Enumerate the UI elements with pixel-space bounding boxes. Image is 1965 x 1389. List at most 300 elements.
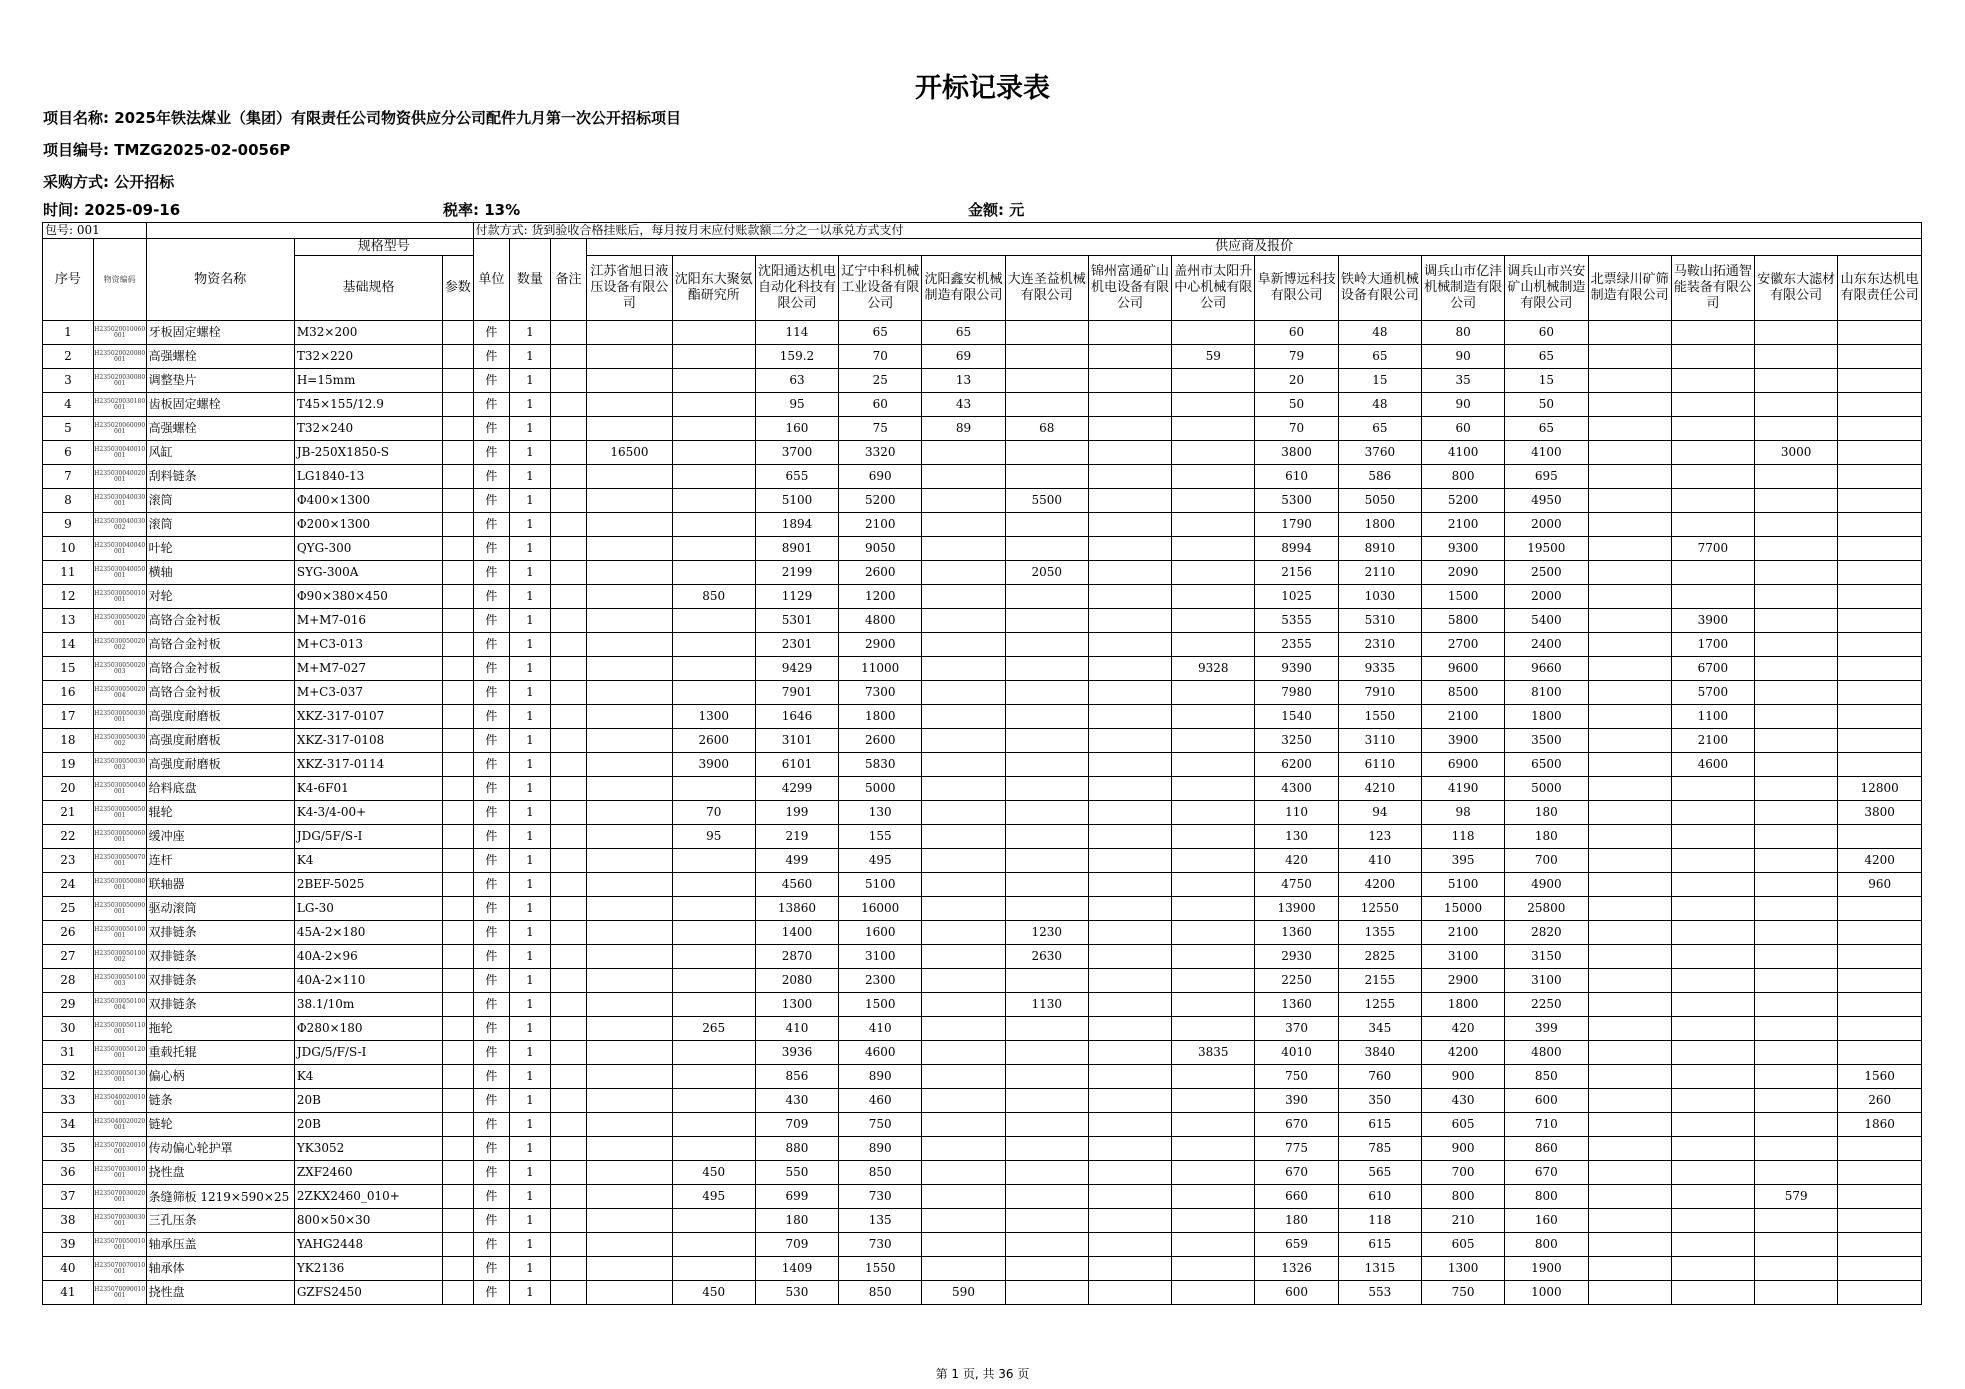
price-cell: 5100 [1421, 873, 1504, 897]
price-cell [1172, 921, 1255, 945]
row-spec: 38.1/10m [294, 993, 442, 1017]
price-cell [587, 873, 672, 897]
tax-rate: 税率: 13% [443, 201, 521, 219]
row-qty: 1 [510, 993, 551, 1017]
price-cell [672, 321, 755, 345]
supplier-header: 阜新博远科技有限公司 [1255, 256, 1338, 321]
row-spec: M32×200 [294, 321, 442, 345]
price-cell [922, 705, 1005, 729]
price-cell [1088, 969, 1171, 993]
row-seq: 9 [43, 513, 94, 537]
price-cell: 5301 [755, 609, 838, 633]
price-cell [587, 513, 672, 537]
row-remark [550, 417, 587, 441]
price-cell [1005, 1185, 1088, 1209]
table-row [43, 609, 1922, 633]
price-cell [1172, 513, 1255, 537]
price-cell: 60 [1255, 321, 1338, 345]
price-cell [1671, 873, 1754, 897]
price-cell [587, 993, 672, 1017]
row-param [443, 345, 473, 369]
row-qty: 1 [510, 849, 551, 873]
price-cell: 219 [755, 825, 838, 849]
price-cell: 180 [1505, 825, 1588, 849]
price-cell: 850 [672, 585, 755, 609]
row-code: H235030040020001 [93, 465, 146, 489]
row-unit: 件 [473, 801, 510, 825]
row-spec: QYG-300 [294, 537, 442, 561]
price-cell [1005, 369, 1088, 393]
table-row [43, 1185, 1922, 1209]
price-cell: 2155 [1338, 969, 1421, 993]
price-cell [1088, 1017, 1171, 1041]
price-cell [922, 753, 1005, 777]
price-cell: 16500 [587, 441, 672, 465]
price-cell [1755, 369, 1838, 393]
price-cell: 880 [755, 1137, 838, 1161]
price-cell: 6900 [1421, 753, 1504, 777]
price-cell [922, 1209, 1005, 1233]
row-seq: 36 [43, 1161, 94, 1185]
price-cell [1588, 1209, 1671, 1233]
row-code: H235030050020002 [93, 633, 146, 657]
payment-terms: 付款方式: 货到验收合格挂账后，每月按月末应付账款额二分之一以承兑方式支付 [473, 223, 1921, 239]
price-cell [672, 393, 755, 417]
price-cell [1172, 1185, 1255, 1209]
price-cell [587, 417, 672, 441]
price-cell [1588, 921, 1671, 945]
meta-line [43, 199, 1024, 220]
price-cell: 80 [1421, 321, 1504, 345]
price-cell: 6700 [1671, 657, 1754, 681]
price-cell [672, 417, 755, 441]
row-unit: 件 [473, 825, 510, 849]
price-cell [1755, 801, 1838, 825]
price-cell [1671, 1161, 1754, 1185]
row-code: H235030050060001 [93, 825, 146, 849]
price-cell: 50 [1505, 393, 1588, 417]
row-qty: 1 [510, 801, 551, 825]
price-cell [1838, 537, 1922, 561]
price-cell [672, 1233, 755, 1257]
price-cell [1755, 777, 1838, 801]
row-code: H235070030010001 [93, 1161, 146, 1185]
header-remark: 备注 [550, 239, 587, 321]
header-code: 物资编码 [93, 239, 146, 321]
price-cell [1671, 1185, 1754, 1209]
price-cell: 4950 [1505, 489, 1588, 513]
price-cell [1588, 1185, 1671, 1209]
price-cell: 2355 [1255, 633, 1338, 657]
row-unit: 件 [473, 609, 510, 633]
table-row [43, 1065, 1922, 1089]
row-seq: 14 [43, 633, 94, 657]
header-seq: 序号 [43, 239, 94, 321]
price-cell [1671, 1113, 1754, 1137]
price-cell [1005, 801, 1088, 825]
price-cell: 65 [922, 321, 1005, 345]
price-cell [922, 657, 1005, 681]
price-cell: 3100 [839, 945, 922, 969]
row-name: 高强度耐磨板 [146, 753, 294, 777]
row-remark [550, 633, 587, 657]
price-cell [1588, 1065, 1671, 1089]
price-cell [1172, 1161, 1255, 1185]
price-cell: 695 [1505, 465, 1588, 489]
supplier-header: 调兵山市兴安矿山机械制造有限公司 [1505, 256, 1588, 321]
price-cell [1088, 465, 1171, 489]
price-cell [1671, 1233, 1754, 1257]
price-cell [922, 945, 1005, 969]
price-cell [1755, 849, 1838, 873]
supplier-header: 北票绿川矿筛制造有限公司 [1588, 256, 1671, 321]
price-cell: 709 [755, 1233, 838, 1257]
price-cell [1588, 345, 1671, 369]
price-cell: 1409 [755, 1257, 838, 1281]
price-cell [1172, 321, 1255, 345]
price-cell: 410 [755, 1017, 838, 1041]
price-cell [1588, 945, 1671, 969]
row-code: H235030050030001 [93, 705, 146, 729]
price-cell: 750 [1421, 1281, 1504, 1305]
price-cell: 1300 [1421, 1257, 1504, 1281]
price-cell: 7901 [755, 681, 838, 705]
row-name: 调整垫片 [146, 369, 294, 393]
price-cell [1838, 753, 1922, 777]
price-cell [1588, 729, 1671, 753]
row-seq: 28 [43, 969, 94, 993]
price-cell [1172, 681, 1255, 705]
price-cell: 2050 [1005, 561, 1088, 585]
price-cell [587, 1281, 672, 1305]
price-cell: 2080 [755, 969, 838, 993]
price-cell: 180 [1505, 801, 1588, 825]
row-qty: 1 [510, 657, 551, 681]
price-cell: 2500 [1505, 561, 1588, 585]
row-seq: 15 [43, 657, 94, 681]
price-cell [1088, 801, 1171, 825]
row-param [443, 921, 473, 945]
row-param [443, 561, 473, 585]
row-qty: 1 [510, 777, 551, 801]
price-cell [587, 801, 672, 825]
price-cell [1755, 465, 1838, 489]
price-cell: 2310 [1338, 633, 1421, 657]
price-cell [1172, 1233, 1255, 1257]
price-cell [1088, 1233, 1171, 1257]
row-unit: 件 [473, 777, 510, 801]
price-cell: 860 [1505, 1137, 1588, 1161]
price-cell [1838, 369, 1922, 393]
price-cell: 3835 [1172, 1041, 1255, 1065]
price-cell [672, 945, 755, 969]
row-seq: 40 [43, 1257, 94, 1281]
price-cell [1588, 1281, 1671, 1305]
price-cell: 1400 [755, 921, 838, 945]
price-cell [1838, 1233, 1922, 1257]
row-param [443, 633, 473, 657]
row-name: 高强度耐磨板 [146, 705, 294, 729]
price-cell [587, 969, 672, 993]
price-cell: 8910 [1338, 537, 1421, 561]
row-seq: 5 [43, 417, 94, 441]
price-cell: 450 [672, 1161, 755, 1185]
price-cell [1088, 921, 1171, 945]
price-cell [1838, 729, 1922, 753]
row-spec: LG-30 [294, 897, 442, 921]
row-param [443, 897, 473, 921]
price-cell: 4560 [755, 873, 838, 897]
price-cell: 1200 [839, 585, 922, 609]
price-cell [922, 1233, 1005, 1257]
price-cell [1588, 369, 1671, 393]
row-name: 轴承体 [146, 1257, 294, 1281]
row-name: 滚筒 [146, 513, 294, 537]
price-cell [922, 1185, 1005, 1209]
price-cell [1755, 1041, 1838, 1065]
price-cell [1671, 1041, 1754, 1065]
row-spec: 800×50×30 [294, 1209, 442, 1233]
price-cell [1005, 441, 1088, 465]
price-cell: 9335 [1338, 657, 1421, 681]
price-cell: 3900 [1421, 729, 1504, 753]
row-code: H235030050030003 [93, 753, 146, 777]
price-cell: 760 [1338, 1065, 1421, 1089]
row-code: H235020020080001 [93, 345, 146, 369]
table-row [43, 1281, 1922, 1305]
price-cell [672, 657, 755, 681]
row-param [443, 873, 473, 897]
row-code: H235030050010001 [93, 585, 146, 609]
table-row [43, 1041, 1922, 1065]
price-cell [1588, 825, 1671, 849]
price-cell [1755, 633, 1838, 657]
price-cell [1005, 729, 1088, 753]
row-qty: 1 [510, 1185, 551, 1209]
row-name: 拖轮 [146, 1017, 294, 1041]
supplier-header: 山东东达机电有限责任公司 [1838, 256, 1922, 321]
price-cell: 2250 [1255, 969, 1338, 993]
price-cell: 118 [1338, 1209, 1421, 1233]
price-cell [672, 1257, 755, 1281]
price-cell [672, 873, 755, 897]
table-row [43, 1113, 1922, 1137]
price-cell [1172, 729, 1255, 753]
price-cell: 199 [755, 801, 838, 825]
header-suppliers: 供应商及报价 [587, 239, 1922, 256]
row-name: 高铬合金衬板 [146, 609, 294, 633]
price-cell [1005, 897, 1088, 921]
price-cell: 90 [1421, 393, 1504, 417]
row-qty: 1 [510, 561, 551, 585]
row-seq: 26 [43, 921, 94, 945]
row-seq: 27 [43, 945, 94, 969]
price-cell: 1600 [839, 921, 922, 945]
price-cell: 586 [1338, 465, 1421, 489]
price-cell [672, 465, 755, 489]
price-cell: 1550 [1338, 705, 1421, 729]
row-unit: 件 [473, 513, 510, 537]
row-qty: 1 [510, 1065, 551, 1089]
row-spec: K4 [294, 1065, 442, 1089]
price-cell: 35 [1421, 369, 1504, 393]
price-cell: 730 [839, 1233, 922, 1257]
price-cell: 65 [1505, 345, 1588, 369]
price-cell: 5500 [1005, 489, 1088, 513]
price-cell [1671, 921, 1754, 945]
table-row [43, 633, 1922, 657]
price-cell: 19500 [1505, 537, 1588, 561]
price-cell: 2700 [1421, 633, 1504, 657]
table-row [43, 1161, 1922, 1185]
table-row [43, 753, 1922, 777]
price-cell [1671, 465, 1754, 489]
price-cell: 1300 [755, 993, 838, 1017]
table-row [43, 585, 1922, 609]
price-cell: 410 [839, 1017, 922, 1041]
row-seq: 7 [43, 465, 94, 489]
bid-time: 时间: 2025-09-16 [43, 201, 181, 219]
price-cell: 850 [839, 1281, 922, 1305]
table-row [43, 1137, 1922, 1161]
row-spec: ZXF2460 [294, 1161, 442, 1185]
row-remark [550, 1257, 587, 1281]
price-cell [587, 585, 672, 609]
price-cell: 6200 [1255, 753, 1338, 777]
price-cell [587, 777, 672, 801]
header-name: 物资名称 [146, 239, 294, 321]
price-cell [1088, 489, 1171, 513]
price-cell: 95 [755, 393, 838, 417]
row-spec: 20B [294, 1113, 442, 1137]
price-cell: 3150 [1505, 945, 1588, 969]
price-cell [672, 513, 755, 537]
price-cell [587, 321, 672, 345]
price-cell [1088, 849, 1171, 873]
price-cell: 1700 [1671, 633, 1754, 657]
price-cell [1172, 417, 1255, 441]
row-qty: 1 [510, 321, 551, 345]
price-cell [1588, 609, 1671, 633]
supplier-header: 沈阳通达机电自动化科技有限公司 [755, 256, 838, 321]
price-cell [1172, 1281, 1255, 1305]
price-cell: 2300 [839, 969, 922, 993]
price-cell [587, 1137, 672, 1161]
price-cell [1172, 969, 1255, 993]
row-spec: YAHG2448 [294, 1233, 442, 1257]
row-unit: 件 [473, 969, 510, 993]
price-cell: 3900 [1671, 609, 1754, 633]
price-cell [1755, 1089, 1838, 1113]
row-remark [550, 1065, 587, 1089]
price-cell [1088, 585, 1171, 609]
price-cell: 5400 [1505, 609, 1588, 633]
row-name: 挠性盘 [146, 1161, 294, 1185]
price-cell: 3000 [1755, 441, 1838, 465]
price-cell [1172, 585, 1255, 609]
price-cell [1755, 1233, 1838, 1257]
price-cell [1172, 825, 1255, 849]
price-cell: 2930 [1255, 945, 1338, 969]
row-code: H235030040030002 [93, 513, 146, 537]
price-cell [1088, 561, 1171, 585]
row-seq: 33 [43, 1089, 94, 1113]
price-cell: 90 [1421, 345, 1504, 369]
price-cell: 4010 [1255, 1041, 1338, 1065]
row-name: 缓冲座 [146, 825, 294, 849]
price-cell: 5000 [839, 777, 922, 801]
price-cell: 65 [1338, 345, 1421, 369]
table-row [43, 969, 1922, 993]
row-spec: YK3052 [294, 1137, 442, 1161]
row-code: H235030040040001 [93, 537, 146, 561]
row-remark [550, 897, 587, 921]
price-cell: 775 [1255, 1137, 1338, 1161]
price-cell: 370 [1255, 1017, 1338, 1041]
price-cell: 670 [1505, 1161, 1588, 1185]
price-cell: 1000 [1505, 1281, 1588, 1305]
row-name: 高铬合金衬板 [146, 633, 294, 657]
row-seq: 2 [43, 345, 94, 369]
price-cell [1671, 561, 1754, 585]
row-unit: 件 [473, 321, 510, 345]
supplier-header: 沈阳东大聚氨酯研究所 [672, 256, 755, 321]
price-cell: 1800 [1505, 705, 1588, 729]
row-unit: 件 [473, 1257, 510, 1281]
price-cell [1671, 1281, 1754, 1305]
price-cell: 750 [1255, 1065, 1338, 1089]
price-cell [1088, 1281, 1171, 1305]
price-cell [672, 993, 755, 1017]
row-unit: 件 [473, 441, 510, 465]
row-param [443, 585, 473, 609]
price-cell [1172, 873, 1255, 897]
price-cell: 1315 [1338, 1257, 1421, 1281]
table-row [43, 1257, 1922, 1281]
price-cell [1088, 1185, 1171, 1209]
row-unit: 件 [473, 393, 510, 417]
row-qty: 1 [510, 873, 551, 897]
price-cell [1755, 1017, 1838, 1041]
row-seq: 18 [43, 729, 94, 753]
price-cell [587, 393, 672, 417]
row-code: H235070070010001 [93, 1257, 146, 1281]
table-row [43, 993, 1922, 1017]
price-cell: 1326 [1255, 1257, 1338, 1281]
price-cell: 890 [839, 1137, 922, 1161]
price-cell [587, 705, 672, 729]
price-cell [1671, 441, 1754, 465]
supplier-header: 盖州市太阳升中心机械有限公司 [1172, 256, 1255, 321]
row-name: 辊轮 [146, 801, 294, 825]
supplier-header: 江苏省旭日液压设备有限公司 [587, 256, 672, 321]
price-cell [672, 537, 755, 561]
row-code: H235030050090001 [93, 897, 146, 921]
price-cell: 2900 [1421, 969, 1504, 993]
row-seq: 1 [43, 321, 94, 345]
row-name: 驱动滚筒 [146, 897, 294, 921]
price-cell: 1800 [1338, 513, 1421, 537]
price-cell: 4600 [1671, 753, 1754, 777]
row-name: 高强度耐磨板 [146, 729, 294, 753]
price-cell [587, 1089, 672, 1113]
price-cell: 5310 [1338, 609, 1421, 633]
row-param [443, 849, 473, 873]
row-spec: M+M7-016 [294, 609, 442, 633]
row-name: 风缸 [146, 441, 294, 465]
price-cell: 12550 [1338, 897, 1421, 921]
table-row [43, 777, 1922, 801]
